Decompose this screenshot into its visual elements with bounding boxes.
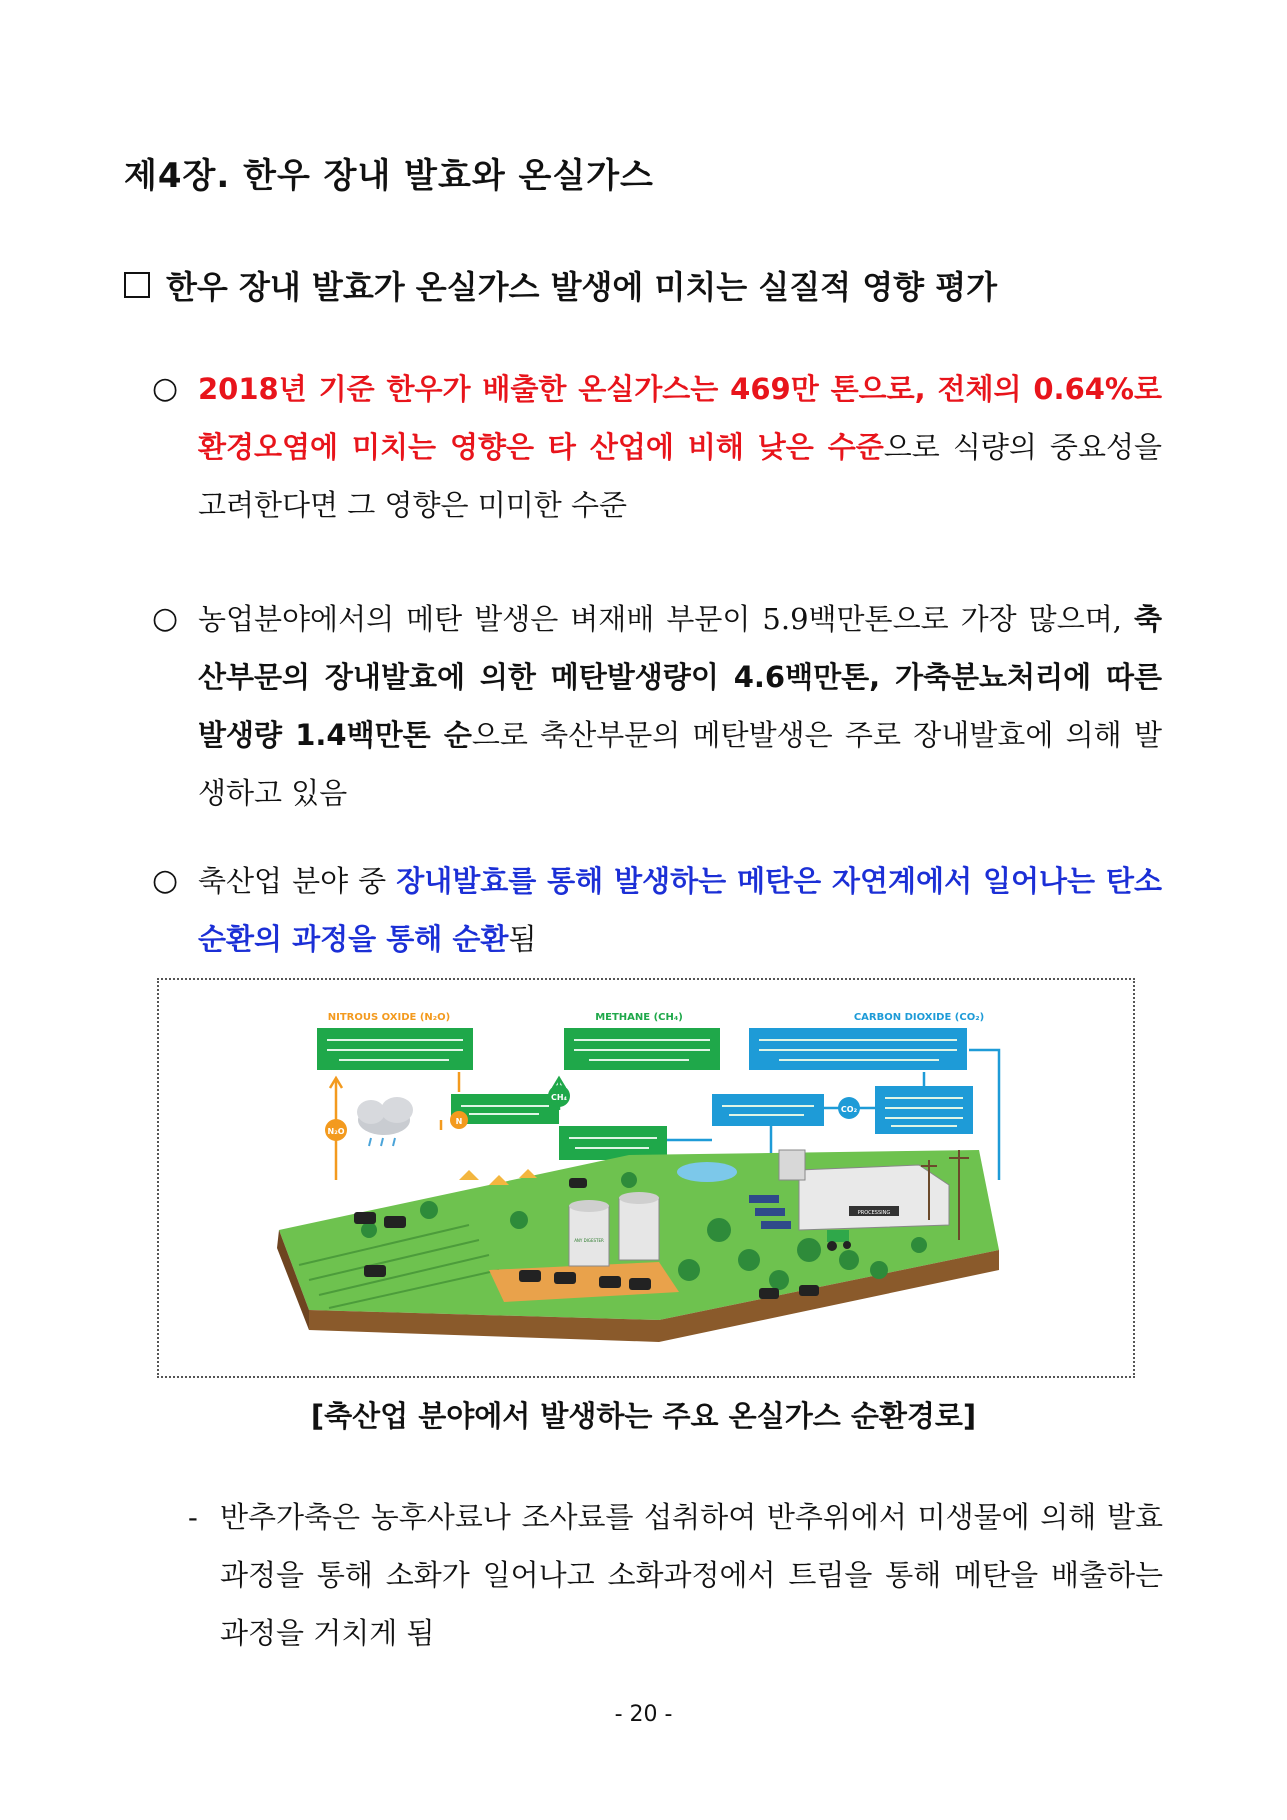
processing-building	[799, 1165, 949, 1230]
section-heading	[124, 262, 997, 308]
bullet-2-text-b: 으로 축산부문의 메탄발생은 주로 장내발효에 의해 발생하고 있음	[198, 718, 1162, 810]
bullet-3-text-b: 됨	[508, 922, 537, 956]
section-title: 한우 장내 발효가 온실가스 발생에 미치는 실질적 영향 평가	[166, 268, 998, 306]
digester-tank	[779, 1150, 805, 1180]
chapter-title: 제4장. 한우 장내 발효와 온실가스	[124, 156, 654, 196]
pond	[677, 1162, 737, 1182]
silo-2	[619, 1198, 659, 1260]
ch4-molecule-label: CH₄	[550, 1093, 568, 1102]
header-nitrous-oxide: NITROUS OXIDE (N₂O)	[327, 1012, 451, 1023]
figure-caption: [축산업 분야에서 발생하는 주요 온실가스 순환경로]	[310, 1399, 977, 1433]
silo-1	[569, 1206, 609, 1266]
bullet-1-text: 으로 식량의 중요성을 고려한다면 그 영향은 미미한 수준	[198, 430, 1162, 522]
bullet-3-highlight: 장내발효를 통해 발생하는 메탄은 자연계에서 일어나는 탄소순환의 과정을 통해 순환	[198, 864, 1162, 956]
ghg-cycle-figure	[157, 978, 1135, 1378]
rain-cloud-icon	[357, 1097, 413, 1146]
page-number: - 20 -	[614, 1702, 673, 1727]
circle-bullet-icon: ○	[152, 601, 179, 636]
checkbox-icon	[124, 272, 150, 298]
ghg-cycle-illustration	[159, 980, 1133, 1376]
circle-bullet-icon: ○	[152, 863, 179, 898]
n2o-molecule-label: N₂O	[327, 1127, 345, 1136]
bullet-3-text-a: 축산업 분야 중	[198, 864, 397, 898]
bullet-item-3	[152, 852, 1162, 968]
bullet-2-bold: 축산부문의 장내발효에 의한 메탄발생량이 4.6백만톤, 가축분뇨처리에 따른 발생량 1.4백만톤 순	[198, 602, 1162, 752]
dash-item	[188, 1488, 1163, 1662]
dash-item-text: 반추가축은 농후사료나 조사료를 섭취하여 반추위에서 미생물에 의해 발효과정을 통해 소화가 일어나고 소화과정에서 트림을 통해 메탄을 배출하는 과정을 거치게 됨	[220, 1500, 1163, 1650]
bullet-item-1	[152, 360, 1162, 534]
header-methane: METHANE (CH₄)	[595, 1012, 683, 1023]
plant-uptake-box	[712, 1094, 824, 1126]
header-carbon-dioxide: CARBON DIOXIDE (CO₂)	[853, 1012, 985, 1023]
processing-sign: PROCESSING	[857, 1210, 891, 1216]
circle-bullet-icon: ○	[152, 371, 179, 406]
bullet-2-text-a: 농업분야에서의 메탄 발생은 벼재배 부문이 5.9백만톤으로 가장 많으며,	[198, 602, 1134, 636]
bullet-1-highlight: 2018년 기준 한우가 배출한 온실가스는 469만 톤으로, 전체의 0.64%로 환경오염에 미치는 영향은 타 산업에 비해 낮은 수준	[198, 372, 1162, 464]
n-molecule-label: N	[455, 1117, 463, 1126]
dash-bullet: -	[188, 1500, 198, 1534]
bullet-item-2	[152, 590, 1162, 822]
co2-molecule-label: CO₂	[840, 1105, 858, 1114]
silo-label: ANY DIGESTER	[574, 1238, 604, 1243]
